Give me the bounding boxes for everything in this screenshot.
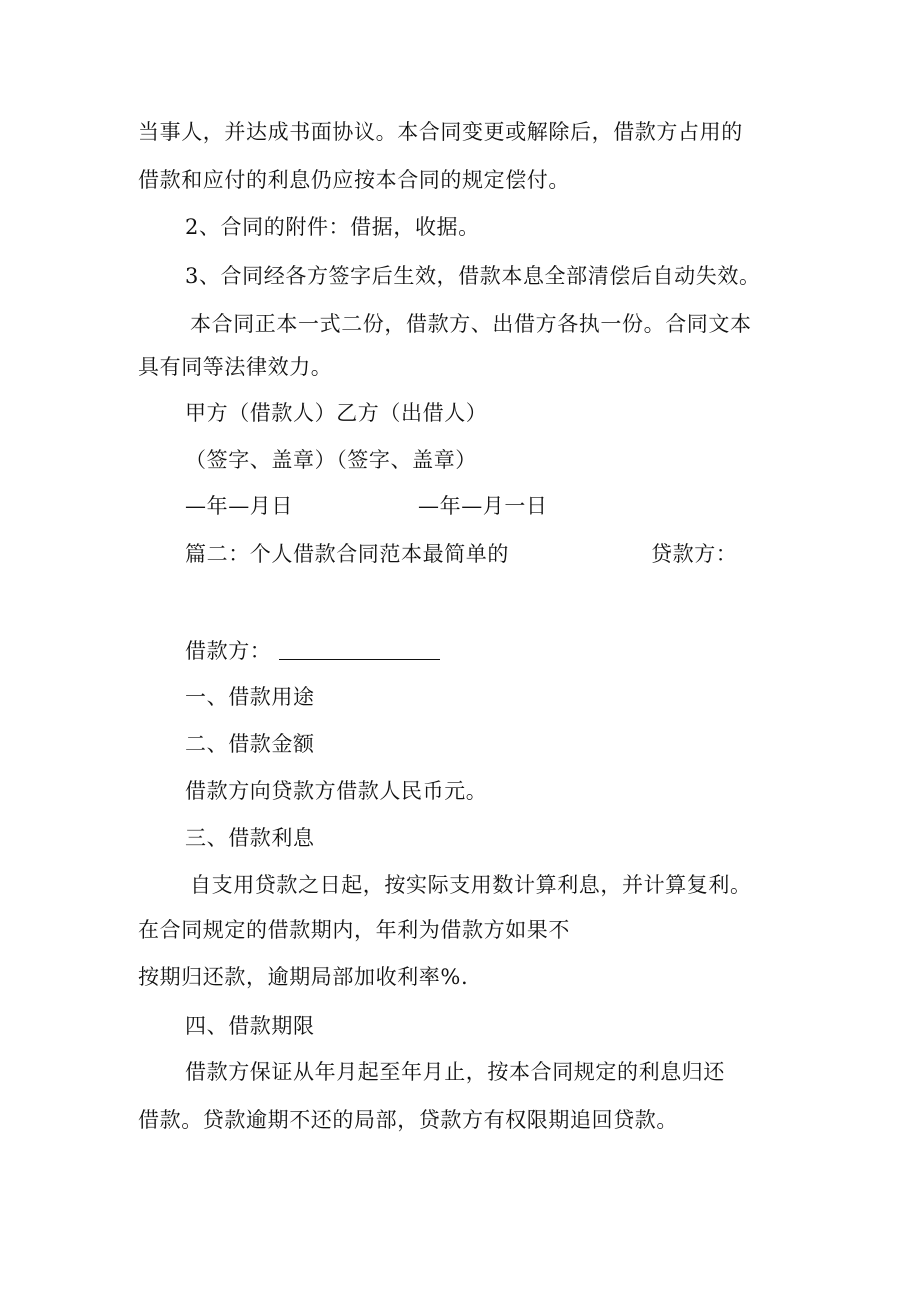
borrower-label: 借款方：: [185, 639, 272, 663]
text-line-term-1: 借款方保证从年月起至年月止，按本合同规定的利息归还: [185, 1060, 725, 1084]
heading-term: 四、借款期限: [185, 1014, 315, 1038]
text-line-3: 2、合同的附件：借据，收据。: [185, 215, 480, 239]
text-line-1: 当事人，并达成书面协议。本合同变更或解除后，借款方占用的: [138, 120, 743, 144]
text-line-amount: 借款方向贷款方借款人民币元。: [185, 779, 488, 803]
text-line-2: 借款和应付的利息仍应按本合同的规定偿付。: [138, 168, 570, 192]
section-title: 篇二：个人借款合同范本最简单的: [185, 542, 509, 566]
heading-amount: 二、借款金额: [185, 732, 315, 756]
heading-usage: 一、借款用途: [185, 685, 315, 709]
date-line-right: —年—月一日: [418, 494, 548, 518]
date-line-left: —年—月日: [185, 494, 293, 518]
heading-interest: 三、借款利息: [185, 826, 315, 850]
text-line-5: 本合同正本一式二份，借款方、出借方各执一份。合同文本: [190, 312, 752, 336]
text-line-interest-3: 按期归还款，逾期局部加收利率%.: [138, 965, 469, 989]
text-line-4: 3、合同经各方签字后生效，借款本息全部清偿后自动失效。: [185, 264, 761, 288]
text-line-7: 甲方（借款人）乙方（出借人）: [185, 401, 488, 425]
borrower-name-blank: [279, 659, 440, 660]
text-line-term-2: 借款。贷款逾期不还的局部，贷款方有权限期追回贷款。: [138, 1108, 678, 1132]
text-line-interest-2: 在合同规定的借款期内，年利为借款方如果不: [138, 918, 570, 942]
lender-label: 贷款方：: [651, 542, 738, 566]
text-line-8: （签字、盖章）（签字、盖章）: [185, 448, 477, 472]
text-line-interest-1: 自支用贷款之日起，按实际支用数计算利息，并计算复利。: [190, 873, 752, 897]
text-line-6: 具有同等法律效力。: [138, 355, 333, 379]
